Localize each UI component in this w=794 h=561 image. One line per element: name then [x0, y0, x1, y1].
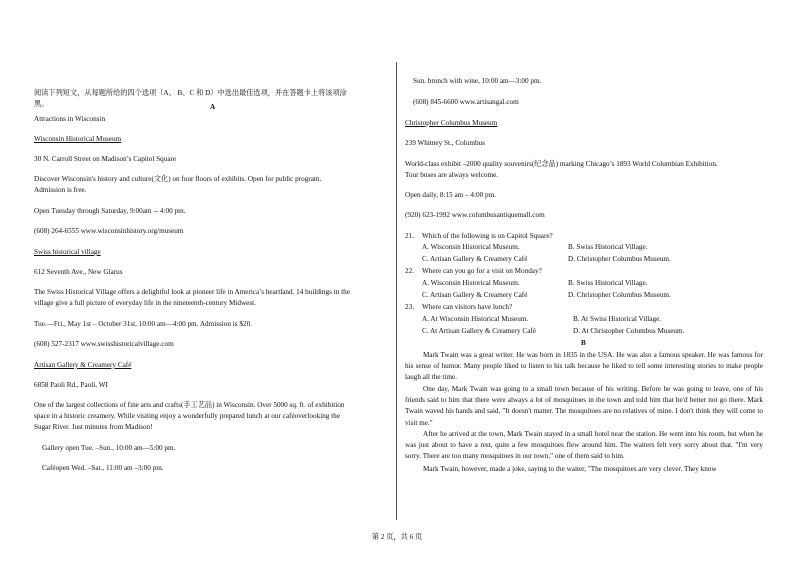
question-23-number: 23.	[405, 303, 414, 311]
page-footer: 第 2 页，共 6 页	[371, 533, 423, 541]
question-23-option-c: C. At Artisan Gallery & Creamery Café	[422, 327, 536, 335]
museum1-contact: (608) 264-6555 www.wisconsinhistory.org/museum	[34, 227, 184, 235]
museum1-desc-cont: Admission is free.	[34, 186, 87, 194]
museum2-address: 612 Seventh Ave., New Glarus	[34, 268, 123, 276]
instruction-cont: 黑。	[34, 100, 49, 108]
question-21-option-d: D. Christopher Columbus Museum.	[568, 255, 671, 263]
question-21-option-b: B. Swiss Historical Village.	[568, 243, 648, 251]
question-21-number: 21.	[405, 232, 414, 240]
museum1-address: 30 N. Carroll Street on Madison’s Capitol Square	[34, 155, 177, 163]
question-22-number: 22.	[405, 267, 414, 275]
question-23-text: Where can visitors have lunch?	[422, 303, 513, 311]
question-23-option-a: A. At Wisconsin Historical Museum.	[422, 315, 529, 323]
museum1-desc: Discover Wisconsin's history and culture(文化) on four floors of exhibits. Open for public program.	[34, 175, 322, 183]
museum2-hours: Tue.—Fri., May 1st – October 31st, 10:00 am—4:00 pm. Admission is $20.	[34, 320, 252, 328]
museum4-hours: Open daily, 8:15 am – 4:00 pm.	[405, 191, 496, 199]
question-23-option-d: D. At Christopher Columbus Museum.	[573, 327, 685, 335]
museum3-cafe-hours: Caféopen Wed. –Sat., 11:00 am –3:00 pm.	[42, 464, 164, 472]
column-divider	[396, 62, 397, 520]
museum3-contact: (608) 845-6600 www.artisangal.com	[413, 98, 519, 106]
museum3-desc-cont2: Sugar River. Just minutes from Madison!	[34, 423, 153, 431]
museum3-address: 6858 Paoli Rd., Paoli, WI	[34, 381, 108, 389]
question-22-option-a: A. Wisconsin Historical Museum.	[422, 279, 520, 287]
museum2-contact: (608) 527-2317 www.swisshistoricalvillage.com	[34, 340, 174, 348]
passage-b-para-2: One day, Mark Twain was going to a small town because of his writing. Before he was going to leave, one of his friends said to him that there were always a lot of mosquitoes in the town and told him that he'd better not go there. Mark Twain waved his hands and said, "It doesn't matter. The mosquitoes are no relatives of mine. I don't think they will come to visit me."	[405, 385, 763, 427]
museum3-gallery-hours: Gallery open Tue. –Sun., 10:00 am—5:00 pm.	[42, 444, 176, 452]
museum4-contact: (920) 623-1992 www.columbusantiquemall.com	[405, 211, 545, 219]
question-21-option-a: A. Wisconsin Historical Museum.	[422, 243, 520, 251]
question-21-text: Which of the following is on Capitol Square?	[422, 232, 553, 240]
question-23-option-b: B. At Swiss Historical Village.	[573, 315, 662, 323]
passage-b-para-1: Mark Twain was a great writer. He was born in 1835 in the USA. He was also a famous speaker. He was famous for his sense of humor. Many people liked to listen to his talk because he liked to tell some interesting stories to make people laugh all the time.	[405, 351, 763, 382]
question-22-option-b: B. Swiss Historical Village.	[568, 279, 648, 287]
museum4-desc: World-class exhibit –2000 quality souvenirs(纪念品) marking Chicago’s 1893 World Columbian Exhibition.	[405, 160, 718, 168]
museum2-desc-cont: village give a full picture of everyday life in the nineteenth-century Midwest.	[34, 299, 256, 307]
museum1-name: Wisconsin Historical Museum	[34, 135, 122, 143]
passage-b-para-3: After he arrived at the town, Mark Twain stayed in a small hotel near the station. He went into his room, but when he was just about to have a rest, quite a few mosquitoes flew around him. The waiters felt very sorry about that. "I'm very sorry. There are too many mosquitoes in our town," one of them said to him.	[405, 430, 763, 461]
museum1-hours: Open Tuesday through Saturday, 9:00am -- 4:00 pm.	[34, 207, 186, 215]
passage-b-para-4: Mark Twain, however, made a joke, saying to the waiter, "The mosquitoes are very clever. They know	[423, 465, 717, 473]
question-22-option-d: D. Christopher Columbus Museum.	[568, 291, 671, 299]
museum3-name: Artisan Gallery & Creamery Café	[34, 361, 132, 369]
heading: Attractions in Wisconsin	[34, 115, 106, 123]
museum3-desc: One of the largest collections of fine arts and crafts(手工艺品) in Wisconsin. Over 5000 sq. ft. of exhibition	[34, 401, 345, 409]
instruction: 阅读下列短文，从每题所给的四个选项（A、 B、C 和 D）中选出最佳选项，并在答题卡上将该项涂	[34, 89, 347, 97]
section-a-label: A	[210, 103, 216, 111]
museum4-desc-cont: Tour buses are always welcome.	[405, 171, 499, 179]
question-21-option-c: C. Artisan Gallery & Creamery Café	[422, 255, 528, 263]
question-22-text: Where can you go for a visit on Monday?	[422, 267, 542, 275]
museum4-name: Christopher Columbus Museum	[405, 119, 498, 127]
museum4-address: 239 Whitney St., Columbus	[405, 139, 485, 147]
museum2-name: Swiss historical village	[34, 248, 101, 256]
section-b-label: B	[581, 339, 586, 347]
museum3-desc-cont: space in a historic creamery. While visiting enjoy a wonderfully prepared lunch at our caféoverlooking the	[34, 412, 340, 420]
museum2-desc: The Swiss Historical Village offers a delightful look at pioneer life in America’s heartland. 14 buildings in the	[34, 288, 350, 296]
museum3-brunch-hours: Sun. brunch with wine, 10:00 am—3:00 pm.	[413, 77, 542, 85]
question-22-option-c: C. Artisan Gallery & Creamery Café	[422, 291, 528, 299]
